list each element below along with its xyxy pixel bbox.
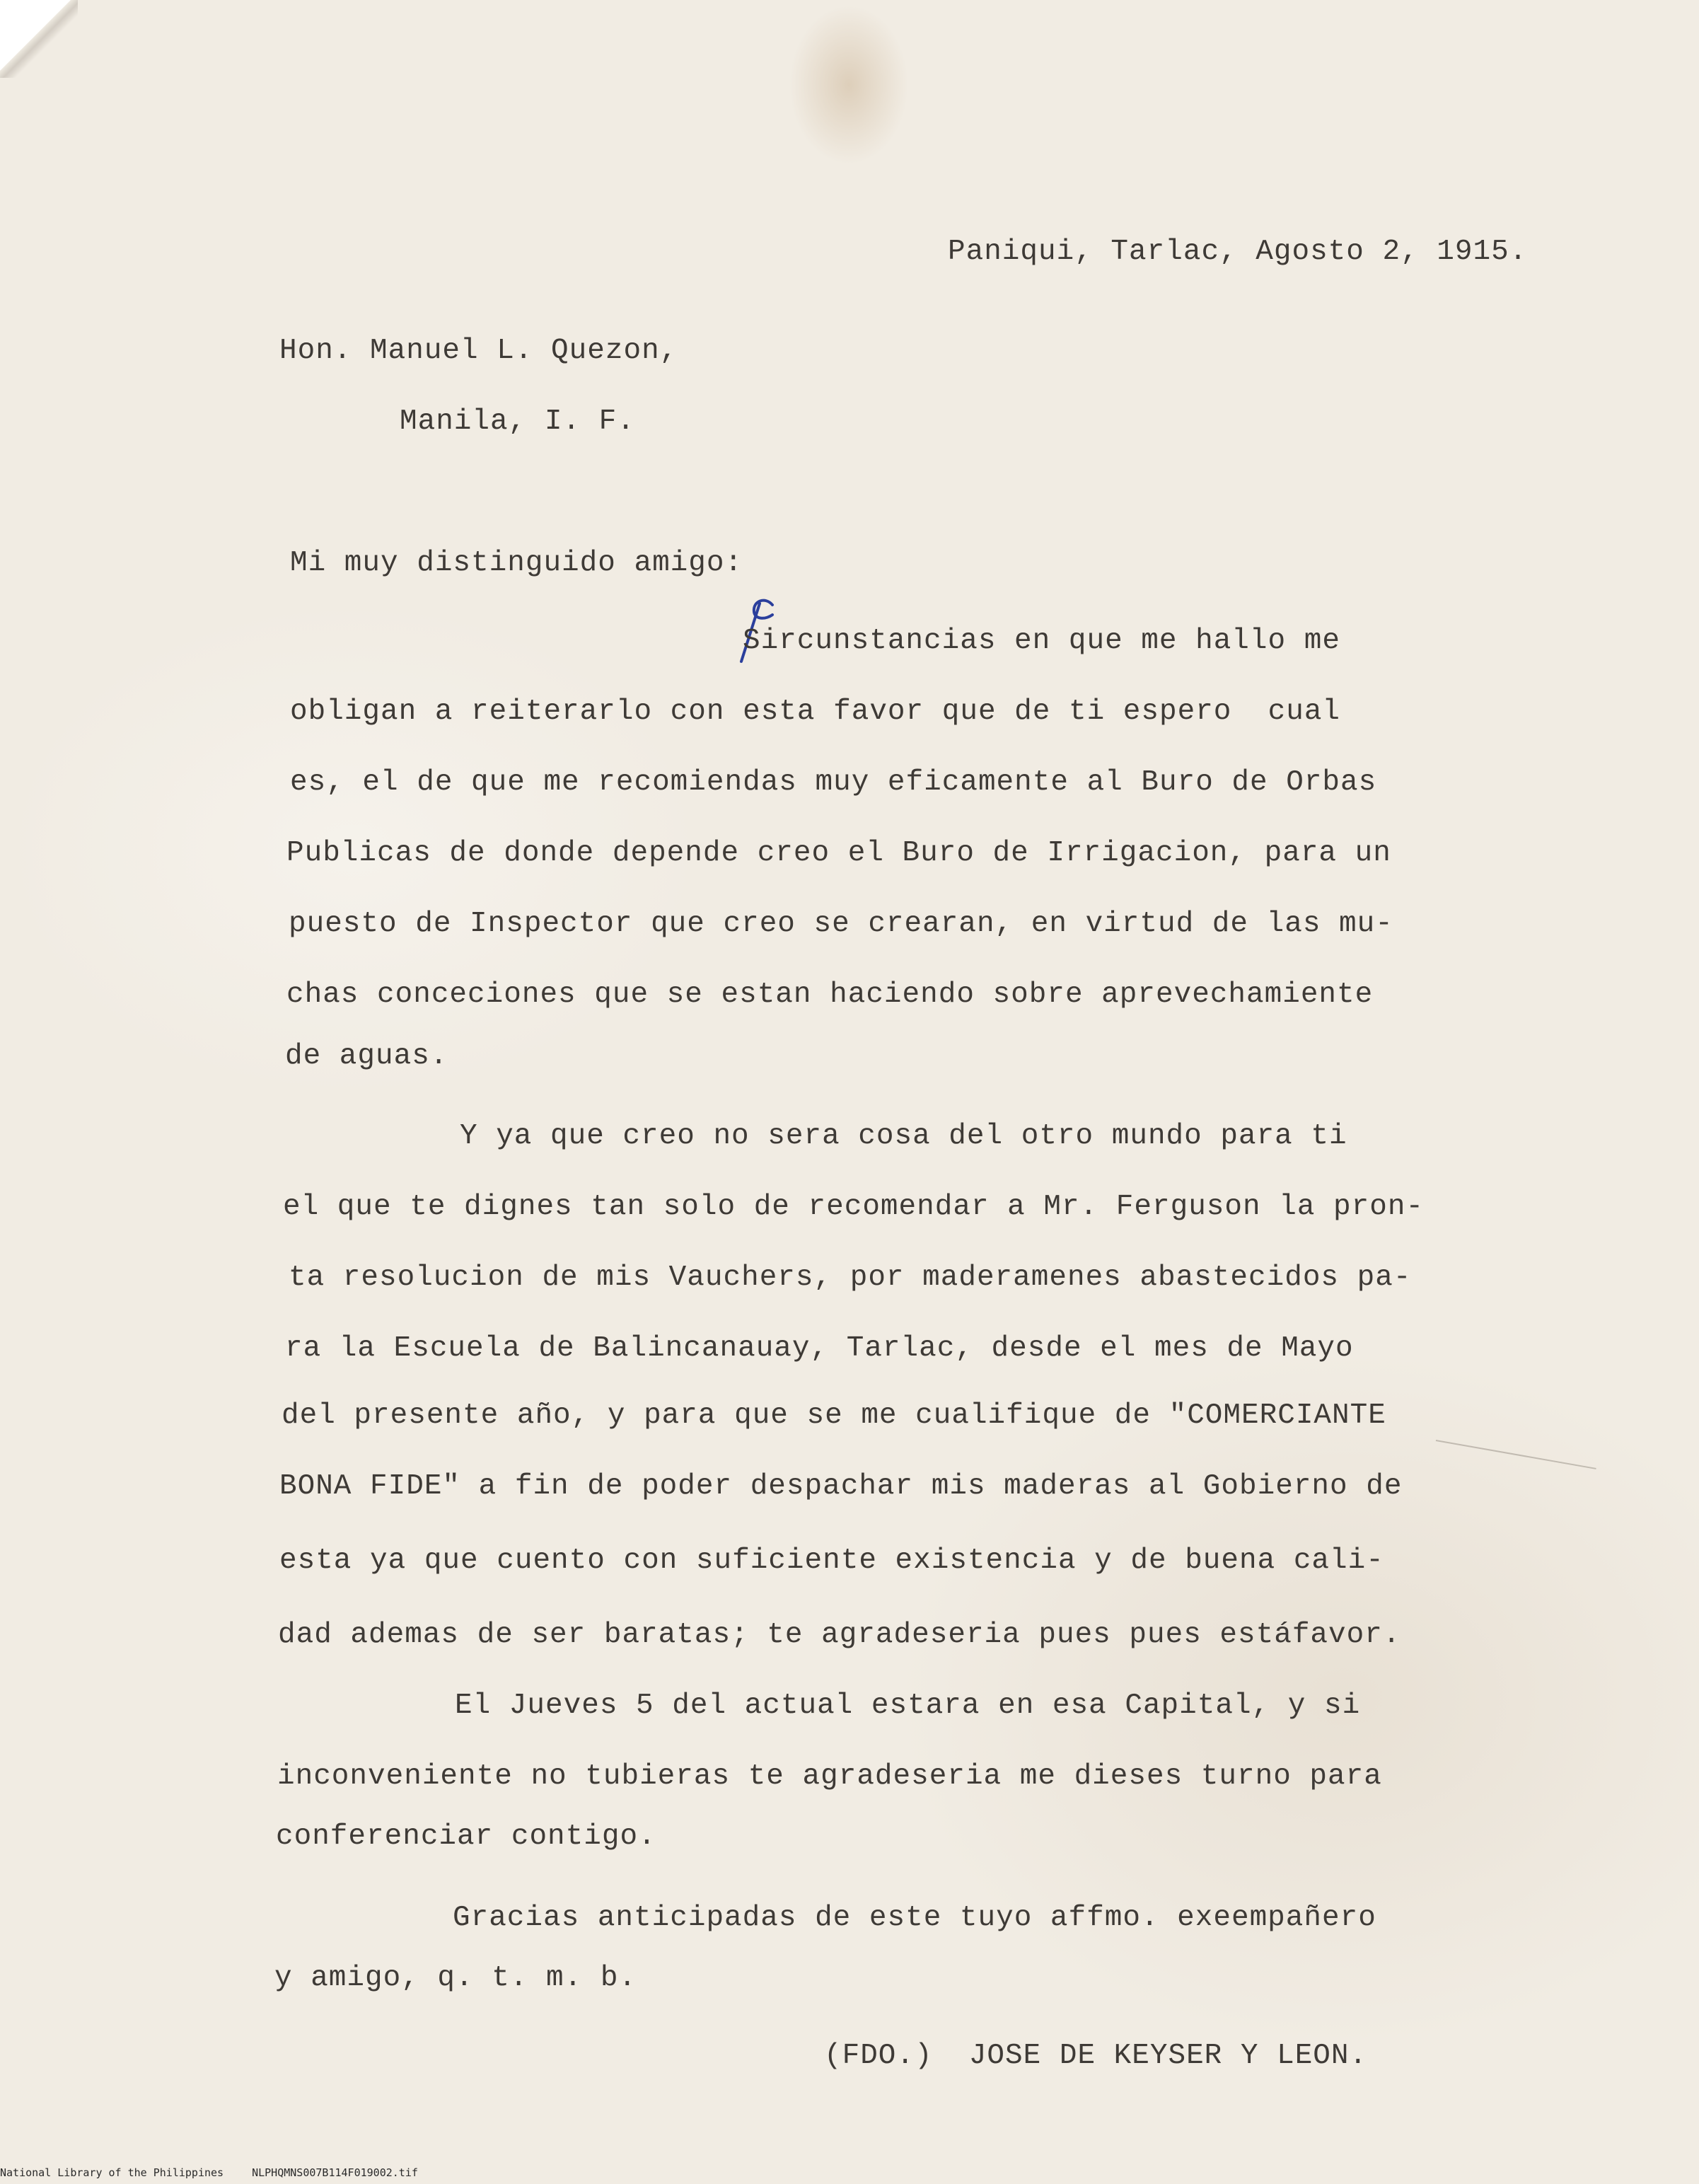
paragraph-line: obligan a reiterarlo con esta favor que de ti espero cual [290, 695, 1341, 728]
paragraph-line: Publicas de donde depende creo el Buro de Irrigacion, para un [286, 837, 1391, 869]
paragraph-line: de aguas. [285, 1040, 448, 1073]
archive-footer [0, 2166, 418, 2179]
signature: (FDO.) JOSE DE KEYSER Y LEON. [824, 2040, 1368, 2072]
place-date: Paniqui, Tarlac, Agosto 2, 1915. [948, 236, 1528, 268]
paragraph-line: dad ademas de ser baratas; te agradeseria pues pues estáfavor. [278, 1619, 1401, 1651]
recipient-name: Hon. Manuel L. Quezon, [279, 335, 678, 367]
paragraph-line: Gracias anticipadas de este tuyo affmo. exeempañero [453, 1902, 1376, 1934]
recipient-location: Manila, I. F. [400, 405, 635, 438]
paragraph-line: y amigo, q. t. m. b. [274, 1962, 637, 1994]
file-id: NLPHQMNS007B114F019002.tif [252, 2166, 418, 2179]
paragraph-line: el que te dignes tan solo de recomendar a Mr. Ferguson la pron- [283, 1191, 1425, 1223]
paper-crease [1436, 1440, 1596, 1469]
paragraph-line: chas conceciones que se estan haciendo sobre aprevechamiente [286, 978, 1374, 1011]
archive-name: National Library of the Philippines [0, 2166, 224, 2179]
paragraph-line: BONA FIDE" a fin de poder despachar mis maderas al Gobierno de [279, 1470, 1403, 1503]
paragraph-line: es, el de que me recomiendas muy eficamente al Buro de Orbas [290, 766, 1377, 799]
paragraph-line: Sircunstancias en que me hallo me [743, 625, 1340, 657]
paragraph-line: conferenciar contigo. [276, 1820, 656, 1853]
paragraph-line: inconveniente no tubieras te agradeseria me dieses turno para [277, 1760, 1382, 1793]
paragraph-line: ra la Escuela de Balincanauay, Tarlac, desde el mes de Mayo [285, 1332, 1354, 1365]
paragraph-line: puesto de Inspector que creo se crearan, en virtud de las mu- [289, 908, 1393, 940]
paragraph-line: del presente año, y para que se me cualifique de "COMERCIANTE [282, 1399, 1386, 1432]
paragraph-line: esta ya que cuento con suficiente existencia y de buena cali- [279, 1544, 1384, 1577]
paragraph-line: El Jueves 5 del actual estara en esa Capital, y si [455, 1689, 1361, 1722]
paragraph-line: Y ya que creo no sera cosa del otro mundo para ti [460, 1120, 1347, 1152]
folded-corner-shadow [0, 0, 78, 78]
paragraph-line: ta resolucion de mis Vauchers, por maderamenes abastecidos pa- [289, 1261, 1412, 1294]
salutation: Mi muy distinguido amigo: [290, 547, 743, 579]
